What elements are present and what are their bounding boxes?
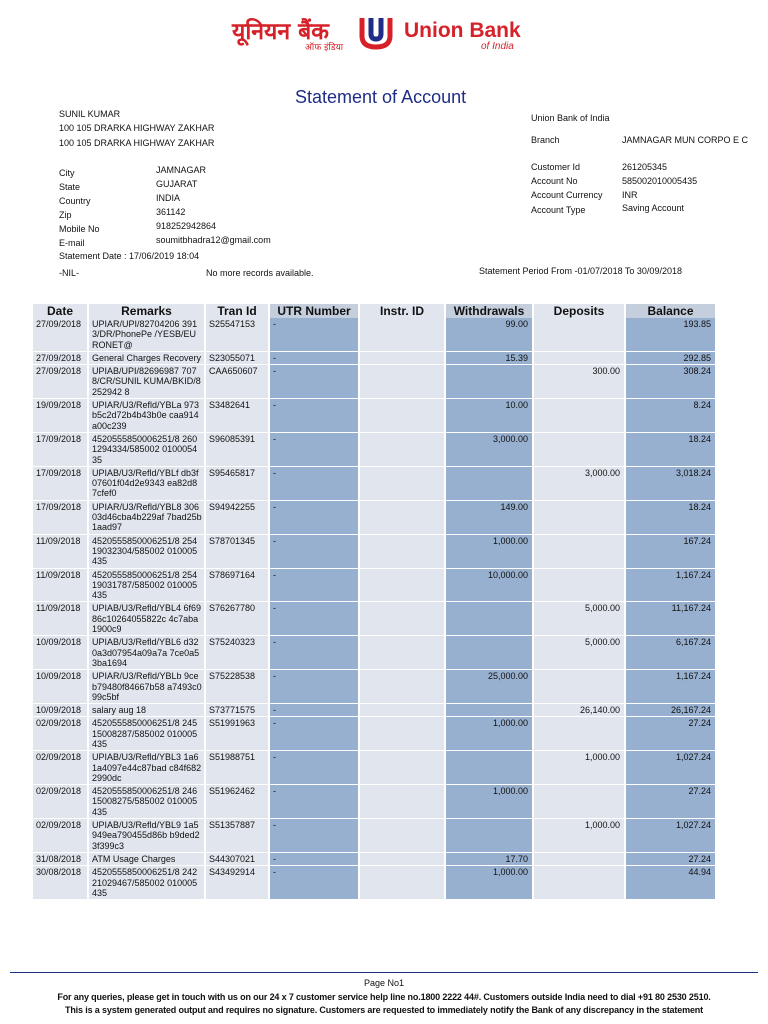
transactions-table <box>33 304 717 900</box>
row-date: 02/09/2018 <box>33 785 88 819</box>
row-withdrawal <box>445 636 533 670</box>
row-tran-id: S51988751 <box>205 751 269 785</box>
row-tran-id: S3482641 <box>205 399 269 433</box>
row-date: 17/09/2018 <box>33 432 88 466</box>
row-withdrawal: 17.70 <box>445 852 533 865</box>
row-balance: 193.85 <box>625 318 716 351</box>
row-tran-id: S73771575 <box>205 704 269 717</box>
row-utr-number: - <box>269 568 359 602</box>
row-tran-id: CAA650607 <box>205 365 269 399</box>
row-withdrawal <box>445 704 533 717</box>
row-instr-id <box>359 602 445 636</box>
row-tran-id: S78697164 <box>205 568 269 602</box>
row-remarks: UPIAB/U3/Refld/YBL4 6f6986c10264055822c 4c7aba1900c9 <box>88 602 205 636</box>
table-row <box>33 602 716 636</box>
bank-hindi-name: यूनियन बैंक <box>232 19 329 45</box>
row-tran-id: S51357887 <box>205 819 269 853</box>
row-utr-number: - <box>269 500 359 534</box>
row-withdrawal: 1,000.00 <box>445 717 533 751</box>
bank-english-name: Union Bank <box>404 19 521 42</box>
row-date: 02/09/2018 <box>33 819 88 853</box>
table-row <box>33 751 716 785</box>
row-remarks: UPIAB/U3/Refld/YBL6 d320a3d07954a09a7a 7ce0a53ba1694 <box>88 636 205 670</box>
row-utr-number: - <box>269 704 359 717</box>
statement-date: Statement Date : 17/06/2019 18:04 <box>59 251 200 261</box>
row-date: 27/09/2018 <box>33 351 88 364</box>
currency-value: INR <box>622 190 638 200</box>
email-label: E-mail <box>59 238 85 248</box>
row-instr-id <box>359 351 445 364</box>
row-deposit <box>533 568 625 602</box>
row-tran-id: S78701345 <box>205 534 269 568</box>
row-date: 31/08/2018 <box>33 852 88 865</box>
row-balance: 18.24 <box>625 432 716 466</box>
row-withdrawal: 25,000.00 <box>445 670 533 704</box>
row-remarks: 4520555850006251/8 2601294334/585002 010005435 <box>88 432 205 466</box>
row-balance: 1,027.24 <box>625 819 716 853</box>
row-balance: 167.24 <box>625 534 716 568</box>
row-withdrawal <box>445 819 533 853</box>
country-value: INDIA <box>156 193 181 203</box>
row-remarks: General Charges Recovery <box>88 351 205 364</box>
row-tran-id: S51991963 <box>205 717 269 751</box>
row-utr-number: - <box>269 852 359 865</box>
col-header-withdrawals: Withdrawals <box>445 304 533 318</box>
account-type-label: Account Type <box>531 205 586 215</box>
row-instr-id <box>359 432 445 466</box>
table-header-row <box>33 304 716 318</box>
row-balance: 11,167.24 <box>625 602 716 636</box>
row-balance: 26,167.24 <box>625 704 716 717</box>
no-records-text: No more records available. <box>206 268 314 278</box>
row-remarks: UPIAR/U3/Refld/YBL8 30603d46cba4b229af 7bad25b1aad97 <box>88 500 205 534</box>
table-row <box>33 852 716 865</box>
row-deposit <box>533 432 625 466</box>
bank-hindi-sub: ऑफ इंडिया <box>305 43 344 53</box>
row-utr-number: - <box>269 751 359 785</box>
row-balance: 1,027.24 <box>625 751 716 785</box>
row-date: 10/09/2018 <box>33 670 88 704</box>
row-utr-number: - <box>269 819 359 853</box>
page-title: Statement of Account <box>295 87 467 107</box>
row-deposit <box>533 670 625 704</box>
row-date: 17/09/2018 <box>33 466 88 500</box>
row-balance: 27.24 <box>625 852 716 865</box>
row-deposit: 3,000.00 <box>533 466 625 500</box>
row-withdrawal: 3,000.00 <box>445 432 533 466</box>
row-remarks: UPIAR/UPI/82704206 3913/DR/PhonePe /YESB/EURONET@ <box>88 318 205 351</box>
account-type-value: Saving Account <box>622 203 685 213</box>
customer-address-2: 100 105 DRARKA HIGHWAY ZAKHAR <box>59 138 215 148</box>
row-balance: 1,167.24 <box>625 568 716 602</box>
row-tran-id: S94942255 <box>205 500 269 534</box>
row-tran-id: S43492914 <box>205 866 269 900</box>
row-balance: 3,018.24 <box>625 466 716 500</box>
col-header-date: Date <box>33 304 88 318</box>
row-tran-id: S95465817 <box>205 466 269 500</box>
state-label: State <box>59 182 81 192</box>
row-withdrawal <box>445 602 533 636</box>
table-row <box>33 866 716 900</box>
email-value: soumitbhadra12@gmail.com <box>156 235 271 245</box>
row-tran-id: S96085391 <box>205 432 269 466</box>
row-date: 19/09/2018 <box>33 399 88 433</box>
row-deposit: 5,000.00 <box>533 636 625 670</box>
table-row <box>33 399 716 433</box>
row-instr-id <box>359 568 445 602</box>
zip-value: 361142 <box>156 207 186 217</box>
col-header-utr-number: UTR Number <box>269 304 359 318</box>
row-deposit: 1,000.00 <box>533 819 625 853</box>
row-remarks: 4520555850006251/8 24515008287/585002 010005435 <box>88 717 205 751</box>
row-tran-id: S23055071 <box>205 351 269 364</box>
row-withdrawal <box>445 751 533 785</box>
row-date: 10/09/2018 <box>33 704 88 717</box>
mobile-label: Mobile No <box>59 224 100 234</box>
row-withdrawal: 1,000.00 <box>445 534 533 568</box>
row-remarks: 4520555850006251/8 25419031787/585002 010005435 <box>88 568 205 602</box>
footer-line-1: For any queries, please get in touch with us on our 24 x 7 customer service help line no.1800 2222 44#. Customers outside India need to dial +91 80 2530 2510. <box>57 992 711 1002</box>
row-deposit: 1,000.00 <box>533 751 625 785</box>
table-row <box>33 432 716 466</box>
row-instr-id <box>359 819 445 853</box>
bank-name: Union Bank of India <box>531 113 610 123</box>
row-utr-number: - <box>269 466 359 500</box>
row-deposit <box>533 785 625 819</box>
row-date: 11/09/2018 <box>33 602 88 636</box>
row-withdrawal: 149.00 <box>445 500 533 534</box>
col-header-instr-id: Instr. ID <box>359 304 445 318</box>
row-instr-id <box>359 785 445 819</box>
row-date: 11/09/2018 <box>33 568 88 602</box>
row-utr-number: - <box>269 636 359 670</box>
row-utr-number: - <box>269 318 359 351</box>
customer-address-1: 100 105 DRARKA HIGHWAY ZAKHAR <box>59 123 215 133</box>
branch-value: JAMNAGAR MUN CORPO E C <box>622 135 749 145</box>
row-balance: 27.24 <box>625 717 716 751</box>
row-utr-number: - <box>269 432 359 466</box>
row-utr-number: - <box>269 866 359 900</box>
table-row <box>33 717 716 751</box>
row-tran-id: S75240323 <box>205 636 269 670</box>
row-utr-number: - <box>269 351 359 364</box>
row-date: 10/09/2018 <box>33 636 88 670</box>
city-label: City <box>59 168 75 178</box>
row-withdrawal: 1,000.00 <box>445 866 533 900</box>
row-deposit <box>533 534 625 568</box>
row-deposit: 300.00 <box>533 365 625 399</box>
row-instr-id <box>359 534 445 568</box>
table-row <box>33 466 716 500</box>
row-deposit <box>533 866 625 900</box>
row-tran-id: S51962462 <box>205 785 269 819</box>
row-utr-number: - <box>269 602 359 636</box>
table-row <box>33 704 716 717</box>
row-remarks: UPIAB/U3/Refld/YBL9 1a5949ea790455d86b b9ded23f399c3 <box>88 819 205 853</box>
table-row <box>33 365 716 399</box>
row-instr-id <box>359 670 445 704</box>
row-date: 27/09/2018 <box>33 318 88 351</box>
col-header-tran-id: Tran Id <box>205 304 269 318</box>
row-instr-id <box>359 399 445 433</box>
row-remarks: 4520555850006251/8 25419032304/585002 010005435 <box>88 534 205 568</box>
row-remarks: UPIAB/U3/Refld/YBLf db3f07601f04d2e9343 ea82d87cfef0 <box>88 466 205 500</box>
page-number: Page No1 <box>363 978 405 988</box>
table-row <box>33 534 716 568</box>
table-row <box>33 351 716 364</box>
row-tran-id: S44307021 <box>205 852 269 865</box>
row-utr-number: - <box>269 717 359 751</box>
row-remarks: 4520555850006251/8 24615008275/585002 010005435 <box>88 785 205 819</box>
row-remarks: UPIAR/U3/Refld/YBLa 973b5c2d72b4b43b0e caa914a00c239 <box>88 399 205 433</box>
table-row <box>33 785 716 819</box>
row-deposit <box>533 852 625 865</box>
row-remarks: salary aug 18 <box>88 704 205 717</box>
row-instr-id <box>359 852 445 865</box>
row-balance: 292.85 <box>625 351 716 364</box>
row-date: 17/09/2018 <box>33 500 88 534</box>
row-utr-number: - <box>269 399 359 433</box>
row-utr-number: - <box>269 785 359 819</box>
row-withdrawal: 1,000.00 <box>445 785 533 819</box>
row-date: 11/09/2018 <box>33 534 88 568</box>
row-deposit <box>533 318 625 351</box>
union-bank-logo-icon <box>356 14 396 50</box>
nil-text: -NIL- <box>59 268 79 278</box>
row-deposit <box>533 500 625 534</box>
row-date: 02/09/2018 <box>33 717 88 751</box>
row-deposit <box>533 717 625 751</box>
row-balance: 18.24 <box>625 500 716 534</box>
row-withdrawal <box>445 365 533 399</box>
footer-line-2: This is a system generated output and requires no signature. Customers are requested to immediately notify the Bank of any discrepancy in the statement <box>64 1005 704 1015</box>
row-balance: 308.24 <box>625 365 716 399</box>
col-header-remarks: Remarks <box>88 304 205 318</box>
row-instr-id <box>359 466 445 500</box>
row-withdrawal: 15.39 <box>445 351 533 364</box>
col-header-balance: Balance <box>625 304 716 318</box>
row-balance: 27.24 <box>625 785 716 819</box>
customer-id-label: Customer Id <box>531 162 581 172</box>
row-instr-id <box>359 866 445 900</box>
row-instr-id <box>359 636 445 670</box>
city-value: JAMNAGAR <box>156 165 207 175</box>
customer-name: SUNIL KUMAR <box>59 109 121 119</box>
row-instr-id <box>359 717 445 751</box>
row-deposit: 26,140.00 <box>533 704 625 717</box>
row-remarks: ATM Usage Charges <box>88 852 205 865</box>
country-label: Country <box>59 196 91 206</box>
row-date: 02/09/2018 <box>33 751 88 785</box>
row-instr-id <box>359 751 445 785</box>
footer-divider <box>10 972 758 973</box>
row-instr-id <box>359 500 445 534</box>
row-remarks: 4520555850006251/8 24221029467/585002 010005435 <box>88 866 205 900</box>
branch-label: Branch <box>531 135 560 145</box>
row-remarks: UPIAB/U3/Refld/YBL3 1a61a4097e44c87bad c84f6822990dc <box>88 751 205 785</box>
zip-label: Zip <box>59 210 72 220</box>
customer-id-value: 261205345 <box>622 162 668 172</box>
row-withdrawal: 10.00 <box>445 399 533 433</box>
table-row <box>33 670 716 704</box>
row-remarks: UPIAR/U3/Refld/YBLb 9ceb79480f84667b58 a7493c099c5bf <box>88 670 205 704</box>
row-balance: 44.94 <box>625 866 716 900</box>
state-value: GUJARAT <box>156 179 198 189</box>
account-no-label: Account No <box>531 176 578 186</box>
row-deposit: 5,000.00 <box>533 602 625 636</box>
bank-english-sub: of India <box>481 41 514 52</box>
row-balance: 6,167.24 <box>625 636 716 670</box>
currency-label: Account Currency <box>531 190 603 200</box>
table-row <box>33 636 716 670</box>
row-balance: 8.24 <box>625 399 716 433</box>
row-date: 27/09/2018 <box>33 365 88 399</box>
row-utr-number: - <box>269 670 359 704</box>
table-row <box>33 819 716 853</box>
col-header-deposits: Deposits <box>533 304 625 318</box>
row-withdrawal <box>445 466 533 500</box>
row-instr-id <box>359 704 445 717</box>
row-utr-number: - <box>269 534 359 568</box>
row-remarks: UPIAB/UPI/82696987 7078/CR/SUNIL KUMA/BKID/8252942 8 <box>88 365 205 399</box>
table-row <box>33 500 716 534</box>
mobile-value: 918252942864 <box>156 221 217 231</box>
row-withdrawal: 99.00 <box>445 318 533 351</box>
account-no-value: 585002010005435 <box>622 176 698 186</box>
row-deposit <box>533 399 625 433</box>
row-deposit <box>533 351 625 364</box>
row-date: 30/08/2018 <box>33 866 88 900</box>
statement-period: Statement Period From -01/07/2018 To 30/09/2018 <box>479 266 682 276</box>
row-tran-id: S25547153 <box>205 318 269 351</box>
table-row <box>33 568 716 602</box>
row-instr-id <box>359 365 445 399</box>
row-utr-number: - <box>269 365 359 399</box>
row-tran-id: S75228538 <box>205 670 269 704</box>
table-row <box>33 318 716 351</box>
row-balance: 1,167.24 <box>625 670 716 704</box>
row-tran-id: S76267780 <box>205 602 269 636</box>
row-instr-id <box>359 318 445 351</box>
row-withdrawal: 10,000.00 <box>445 568 533 602</box>
